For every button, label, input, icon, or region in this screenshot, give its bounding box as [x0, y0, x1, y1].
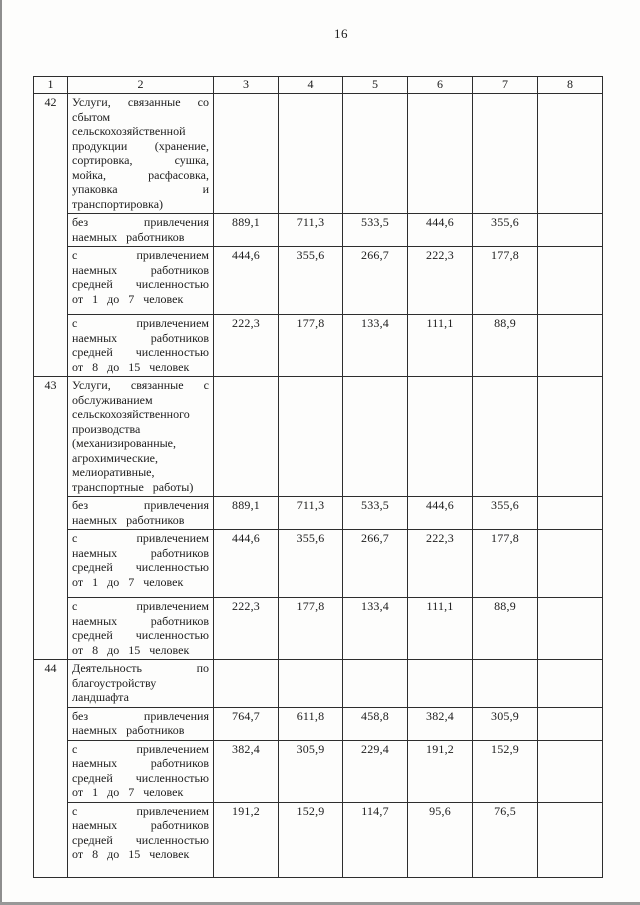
value-cell: 382,4 [214, 740, 279, 802]
empty-value-cell [538, 497, 603, 530]
row-number-cell: 42 [34, 94, 68, 377]
empty-value-cell [408, 660, 473, 708]
value-cell: 355,6 [473, 497, 538, 530]
table-header-row [34, 77, 603, 94]
value-cell: 444,6 [214, 247, 279, 315]
tariff-table [33, 76, 603, 878]
empty-value-cell [538, 740, 603, 802]
table-row [34, 660, 603, 708]
value-cell: 533,5 [343, 497, 408, 530]
value-cell: 177,8 [279, 598, 343, 660]
column-header: 7 [473, 77, 538, 94]
row-number-cell: 43 [34, 377, 68, 660]
table-row [34, 247, 603, 315]
value-cell: 177,8 [473, 247, 538, 315]
value-cell: 611,8 [279, 707, 343, 740]
value-cell: 191,2 [408, 740, 473, 802]
table-row [34, 497, 603, 530]
activity-description-cell: Деятельность по благоустройству ландшафта [68, 660, 214, 708]
table-row [34, 530, 603, 598]
activity-description-cell: Услуги, связанные со сбытом сельскохозяйственной продукции (хранение, сортировка, сушка, мойка, расфасовка, упаковка и транспортировка) [68, 94, 214, 214]
subrow-label-cell: с привлечением наемных работников средней численностью от 1 до 7 человек [68, 247, 214, 315]
column-header: 6 [408, 77, 473, 94]
value-cell: 382,4 [408, 707, 473, 740]
value-cell: 229,4 [343, 740, 408, 802]
empty-value-cell [473, 377, 538, 497]
value-cell: 305,9 [473, 707, 538, 740]
value-cell: 152,9 [473, 740, 538, 802]
empty-value-cell [279, 94, 343, 214]
row-number-cell: 44 [34, 660, 68, 878]
subrow-label-cell: с привлечением наемных работников средней численностью от 1 до 7 человек [68, 530, 214, 598]
value-cell: 444,6 [408, 497, 473, 530]
empty-value-cell [538, 530, 603, 598]
empty-value-cell [538, 94, 603, 214]
scan-edge-left [0, 0, 2, 905]
table-row [34, 598, 603, 660]
empty-value-cell [538, 802, 603, 877]
value-cell: 95,6 [408, 802, 473, 877]
value-cell: 889,1 [214, 214, 279, 247]
empty-value-cell [473, 94, 538, 214]
column-header: 1 [34, 77, 68, 94]
value-cell: 222,3 [408, 247, 473, 315]
empty-value-cell [538, 214, 603, 247]
subrow-label-cell: с привлечением наемных работников средней численностью от 8 до 15 человек [68, 598, 214, 660]
value-cell: 222,3 [214, 315, 279, 377]
empty-value-cell [538, 247, 603, 315]
value-cell: 222,3 [214, 598, 279, 660]
value-cell: 533,5 [343, 214, 408, 247]
column-header: 4 [279, 77, 343, 94]
value-cell: 111,1 [408, 315, 473, 377]
empty-value-cell [538, 707, 603, 740]
table-row [34, 802, 603, 877]
table-row [34, 214, 603, 247]
empty-value-cell [343, 94, 408, 214]
empty-value-cell [473, 660, 538, 708]
empty-value-cell [538, 315, 603, 377]
activity-description-cell: Услуги, связанные с обслуживанием сельскохозяйственного производства (механизированные, агрохимические, мелиоративные, транспортные работы) [68, 377, 214, 497]
empty-value-cell [538, 377, 603, 497]
value-cell: 355,6 [473, 214, 538, 247]
page-number: 16 [334, 26, 348, 41]
value-cell: 458,8 [343, 707, 408, 740]
column-header: 3 [214, 77, 279, 94]
value-cell: 355,6 [279, 530, 343, 598]
subrow-label-cell: с привлечением наемных работников средней численностью от 8 до 15 человек [68, 315, 214, 377]
value-cell: 266,7 [343, 247, 408, 315]
value-cell: 711,3 [279, 497, 343, 530]
table-row [34, 707, 603, 740]
value-cell: 444,6 [408, 214, 473, 247]
value-cell: 711,3 [279, 214, 343, 247]
value-cell: 764,7 [214, 707, 279, 740]
value-cell: 152,9 [279, 802, 343, 877]
value-cell: 88,9 [473, 315, 538, 377]
subrow-label-cell: без привлечения наемных работников [68, 707, 214, 740]
column-header: 8 [538, 77, 603, 94]
subrow-label-cell: с привлечением наемных работников средней численностью от 8 до 15 человек [68, 802, 214, 877]
value-cell: 177,8 [279, 315, 343, 377]
column-header: 2 [68, 77, 214, 94]
value-cell: 355,6 [279, 247, 343, 315]
empty-value-cell [538, 598, 603, 660]
value-cell: 191,2 [214, 802, 279, 877]
empty-value-cell [538, 660, 603, 708]
table-body [34, 94, 603, 878]
subrow-label-cell: с привлечением наемных работников средней численностью от 1 до 7 человек [68, 740, 214, 802]
column-header: 5 [343, 77, 408, 94]
table-row [34, 315, 603, 377]
empty-value-cell [343, 377, 408, 497]
subrow-label-cell: без привлечения наемных работников [68, 497, 214, 530]
value-cell: 133,4 [343, 598, 408, 660]
value-cell: 444,6 [214, 530, 279, 598]
value-cell: 133,4 [343, 315, 408, 377]
empty-value-cell [343, 660, 408, 708]
empty-value-cell [214, 94, 279, 214]
value-cell: 305,9 [279, 740, 343, 802]
value-cell: 76,5 [473, 802, 538, 877]
subrow-label-cell: без привлечения наемных работников [68, 214, 214, 247]
value-cell: 114,7 [343, 802, 408, 877]
table-row [34, 94, 603, 214]
empty-value-cell [408, 377, 473, 497]
empty-value-cell [214, 660, 279, 708]
value-cell: 88,9 [473, 598, 538, 660]
empty-value-cell [279, 377, 343, 497]
value-cell: 111,1 [408, 598, 473, 660]
empty-value-cell [408, 94, 473, 214]
table-row [34, 740, 603, 802]
empty-value-cell [279, 660, 343, 708]
value-cell: 177,8 [473, 530, 538, 598]
value-cell: 889,1 [214, 497, 279, 530]
value-cell: 266,7 [343, 530, 408, 598]
value-cell: 222,3 [408, 530, 473, 598]
table-row [34, 377, 603, 497]
empty-value-cell [214, 377, 279, 497]
